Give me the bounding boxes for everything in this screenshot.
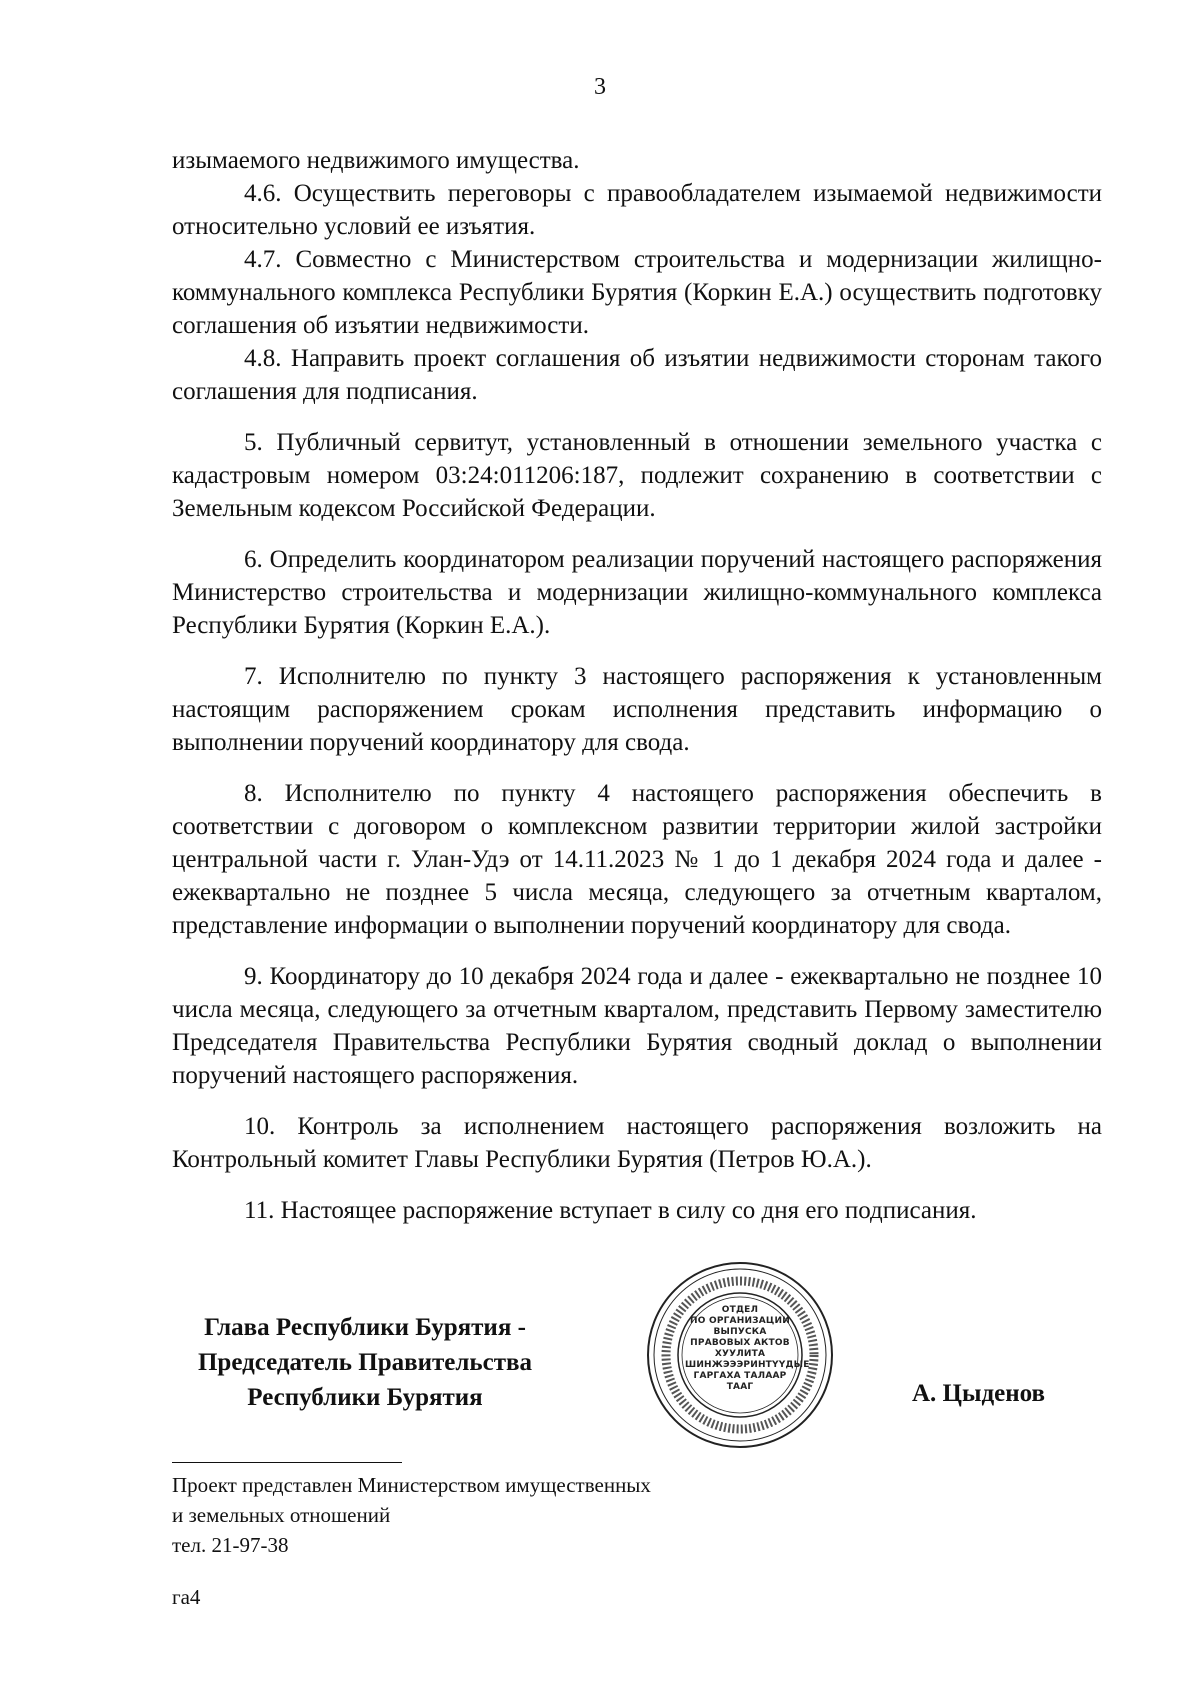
- seal-line: ОТДЕЛ: [721, 1305, 759, 1315]
- paragraph-7: 7. Исполнителю по пункту 3 настоящего распоряжения к установленным настоящим распоряжением срокам исполнения представить информацию о выполнении поручений координатору для свода.: [172, 663, 1102, 756]
- page-number: 3: [594, 74, 606, 100]
- signatory-name: А. Цыденов: [912, 1380, 1046, 1407]
- signatory-title-line: Председатель Правительства: [197, 1349, 533, 1376]
- paragraph-9: 9. Координатору до 10 декабря 2024 года и далее - ежеквартально не позднее 10 числа месяца, следующего за отчетным кварталом, представить Первому заместителю Председателя Правительства Республики Бурятия сводный доклад о выполнении поручений настоящего распоряжения.: [172, 963, 1102, 1089]
- seal-line: ПРАВОВЫХ АКТОВ: [690, 1338, 790, 1348]
- paragraph-5: 5. Публичный сервитут, установленный в отношении земельного участка с кадастровым номером 03:24:011206:187, подлежит сохранению в соответствии с Земельным кодексом Российской Федерации.: [172, 429, 1102, 522]
- seal-line: ТААГ: [726, 1382, 754, 1392]
- paragraph-4-7: 4.7. Совместно с Министерством строительства и модернизации жилищно-коммунального комплекса Республики Бурятия (Коркин Е.А.) осуществить подготовку соглашения об изъятии недвижимости.: [172, 246, 1102, 339]
- paragraph-4-8: 4.8. Направить проект соглашения об изъятии недвижимости сторонам такого соглашения для подписания.: [172, 345, 1102, 405]
- seal-line: ПО ОРГАНИЗАЦИИ: [690, 1316, 790, 1326]
- paragraph-11: 11. Настоящее распоряжение вступает в силу со дня его подписания.: [244, 1197, 977, 1224]
- footnote-line: Проект представлен Министерством имущественных: [172, 1473, 651, 1497]
- signatory-title: [150, 1310, 580, 1415]
- seal-line: ХУУЛИТА: [714, 1349, 766, 1359]
- document-body: [172, 144, 1102, 1227]
- signatory-title-line: Республики Бурятия: [247, 1384, 483, 1411]
- paragraph-continuation: изымаемого недвижимого имущества.: [172, 147, 580, 174]
- signatory-title-line: Глава Республики Бурятия -: [204, 1314, 526, 1341]
- paragraph-4-6: 4.6. Осуществить переговоры с правообладателем изымаемой недвижимости относительно условий ее изъятия.: [172, 180, 1102, 240]
- paragraph-6: 6. Определить координатором реализации поручений настоящего распоряжения Министерство строительства и модернизации жилищно-коммунального комплекса Республики Бурятия (Коркин Е.А.).: [172, 546, 1102, 639]
- paragraph-8: 8. Исполнителю по пункту 4 настоящего распоряжения обеспечить в соответствии с договором о комплексном развитии территории жилой застройки центральной части г. Улан-Удэ от 14.11.2023 № 1 до 1 декабря 2024 года и далее - ежеквартально не позднее 5 числа месяца, следующего за отчетным кварталом, представление информации о выполнении поручений координатору для свода.: [172, 780, 1102, 939]
- footnote-line: и земельных отношений: [172, 1503, 391, 1527]
- paragraph-10: 10. Контроль за исполнением настоящего распоряжения возложить на Контрольный комитет Главы Республики Бурятия (Петров Ю.А.).: [172, 1113, 1102, 1173]
- footnote-line: тел. 21-97-38: [172, 1533, 289, 1557]
- document-code: га4: [172, 1585, 201, 1609]
- footnote: [172, 1470, 651, 1560]
- seal-line: ГАРГАХА ТАЛААР: [693, 1371, 787, 1381]
- seal-line: ШИНЖЭЭЭРИНТҮҮДЫЕ: [685, 1360, 810, 1370]
- seal-line: ВЫПУСКА: [713, 1327, 767, 1337]
- footnote-divider: [172, 1462, 402, 1463]
- seal-center-text: [685, 1305, 810, 1393]
